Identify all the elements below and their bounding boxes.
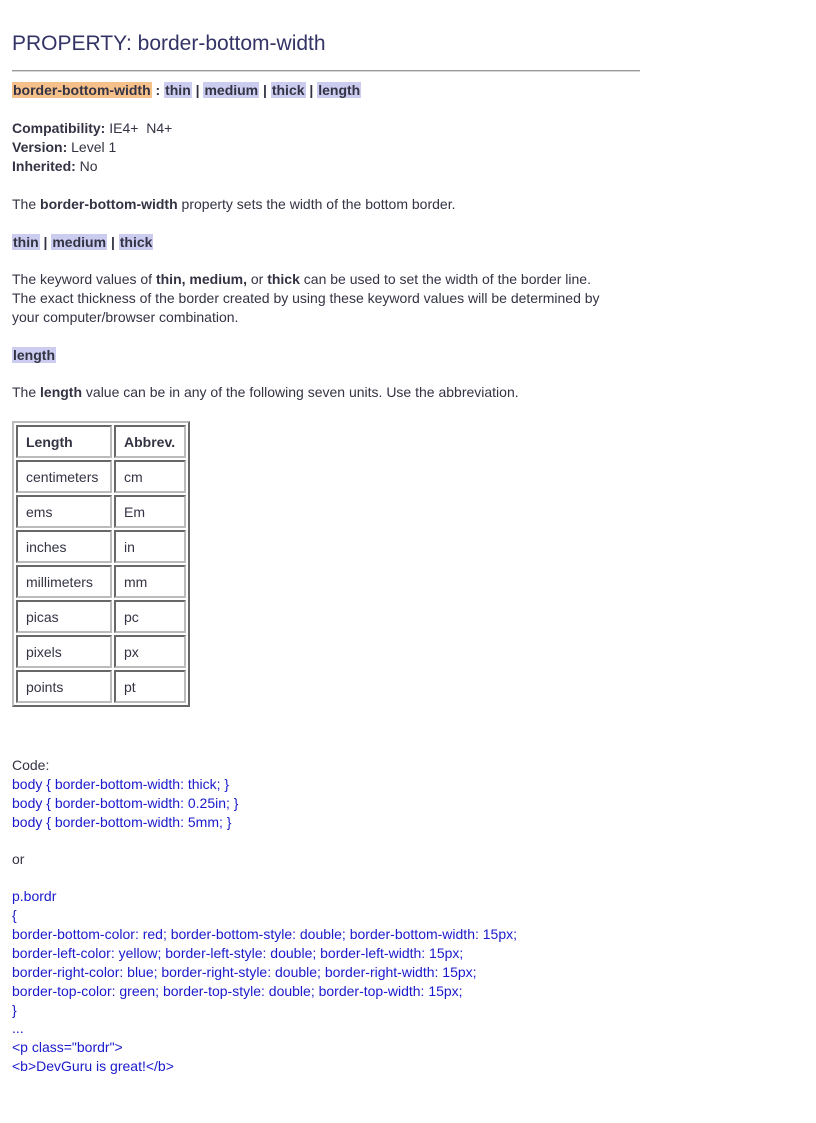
unit-name: centimeters bbox=[16, 460, 112, 493]
keywords-heading: thin | medium | thick bbox=[13, 234, 153, 250]
unit-name: points bbox=[16, 670, 112, 703]
code-line: { bbox=[12, 907, 17, 923]
code-line: border-bottom-color: red; border-bottom-style: double; border-bottom-width: 15px; bbox=[12, 926, 518, 942]
syntax-value-medium: medium bbox=[204, 82, 259, 98]
syntax-line: border-bottom-width : thin | medium | thick | length bbox=[13, 82, 361, 98]
code-line: body { border-bottom-width: 5mm; } bbox=[12, 814, 232, 830]
header-abbrev: Abbrev. bbox=[114, 425, 186, 458]
table-row bbox=[16, 495, 186, 528]
code-line: body { border-bottom-width: thick; } bbox=[12, 776, 230, 792]
length-paragraph: The length value can be in any of the following seven units. Use the abbreviation. bbox=[12, 384, 519, 400]
syntax-property: border-bottom-width bbox=[13, 82, 151, 98]
syntax-value-thin: thin bbox=[165, 82, 191, 98]
compatibility-line: Compatibility: IE4+ N4+ bbox=[12, 120, 173, 136]
unit-name: inches bbox=[16, 530, 112, 563]
code-line: <b>DevGuru is great!</b> bbox=[12, 1058, 174, 1074]
unit-abbrev: Em bbox=[114, 495, 186, 528]
table-row bbox=[16, 460, 186, 493]
length-heading: length bbox=[13, 347, 55, 363]
units-table bbox=[12, 421, 190, 707]
unit-abbrev: pc bbox=[114, 600, 186, 633]
code-or: or bbox=[12, 851, 25, 867]
table-row bbox=[16, 635, 186, 668]
title-divider bbox=[12, 70, 640, 72]
inherited-line: Inherited: No bbox=[12, 158, 98, 174]
unit-abbrev: in bbox=[114, 530, 186, 563]
code-label: Code: bbox=[12, 757, 50, 773]
table-row bbox=[16, 530, 186, 563]
unit-abbrev: pt bbox=[114, 670, 186, 703]
page-title: PROPERTY: border-bottom-width bbox=[12, 32, 326, 55]
table-row bbox=[16, 600, 186, 633]
unit-name: picas bbox=[16, 600, 112, 633]
syntax-value-thick: thick bbox=[271, 82, 305, 98]
code-line: ... bbox=[12, 1020, 24, 1036]
unit-abbrev: cm bbox=[114, 460, 186, 493]
version-line: Version: Level 1 bbox=[12, 139, 117, 155]
code-line: border-right-color: blue; border-right-style: double; border-right-width: 15px; bbox=[12, 964, 477, 980]
table-row bbox=[16, 565, 186, 598]
unit-name: millimeters bbox=[16, 565, 112, 598]
table-header-row bbox=[16, 425, 186, 458]
intro-paragraph: The border-bottom-width property sets the width of the bottom border. bbox=[12, 196, 456, 212]
header-length: Length bbox=[16, 425, 112, 458]
table-row bbox=[16, 670, 186, 703]
code-line: border-top-color: green; border-top-style: double; border-top-width: 15px; bbox=[12, 983, 463, 999]
code-line: <p class="bordr"> bbox=[12, 1039, 123, 1055]
syntax-value-length: length bbox=[318, 82, 361, 98]
code-line: } bbox=[12, 1002, 17, 1018]
code-line: body { border-bottom-width: 0.25in; } bbox=[12, 795, 239, 811]
unit-name: ems bbox=[16, 495, 112, 528]
unit-abbrev: px bbox=[114, 635, 186, 668]
keywords-paragraph: The keyword values of thin, medium, or thick can be used to set the width of the border line. The exact thickness of the border created by using these keyword values will be determined by your computer/browser combination. bbox=[12, 271, 600, 325]
unit-abbrev: mm bbox=[114, 565, 186, 598]
code-line: border-left-color: yellow; border-left-style: double; border-left-width: 15px; bbox=[12, 945, 464, 961]
code-line: p.bordr bbox=[12, 888, 57, 904]
unit-name: pixels bbox=[16, 635, 112, 668]
